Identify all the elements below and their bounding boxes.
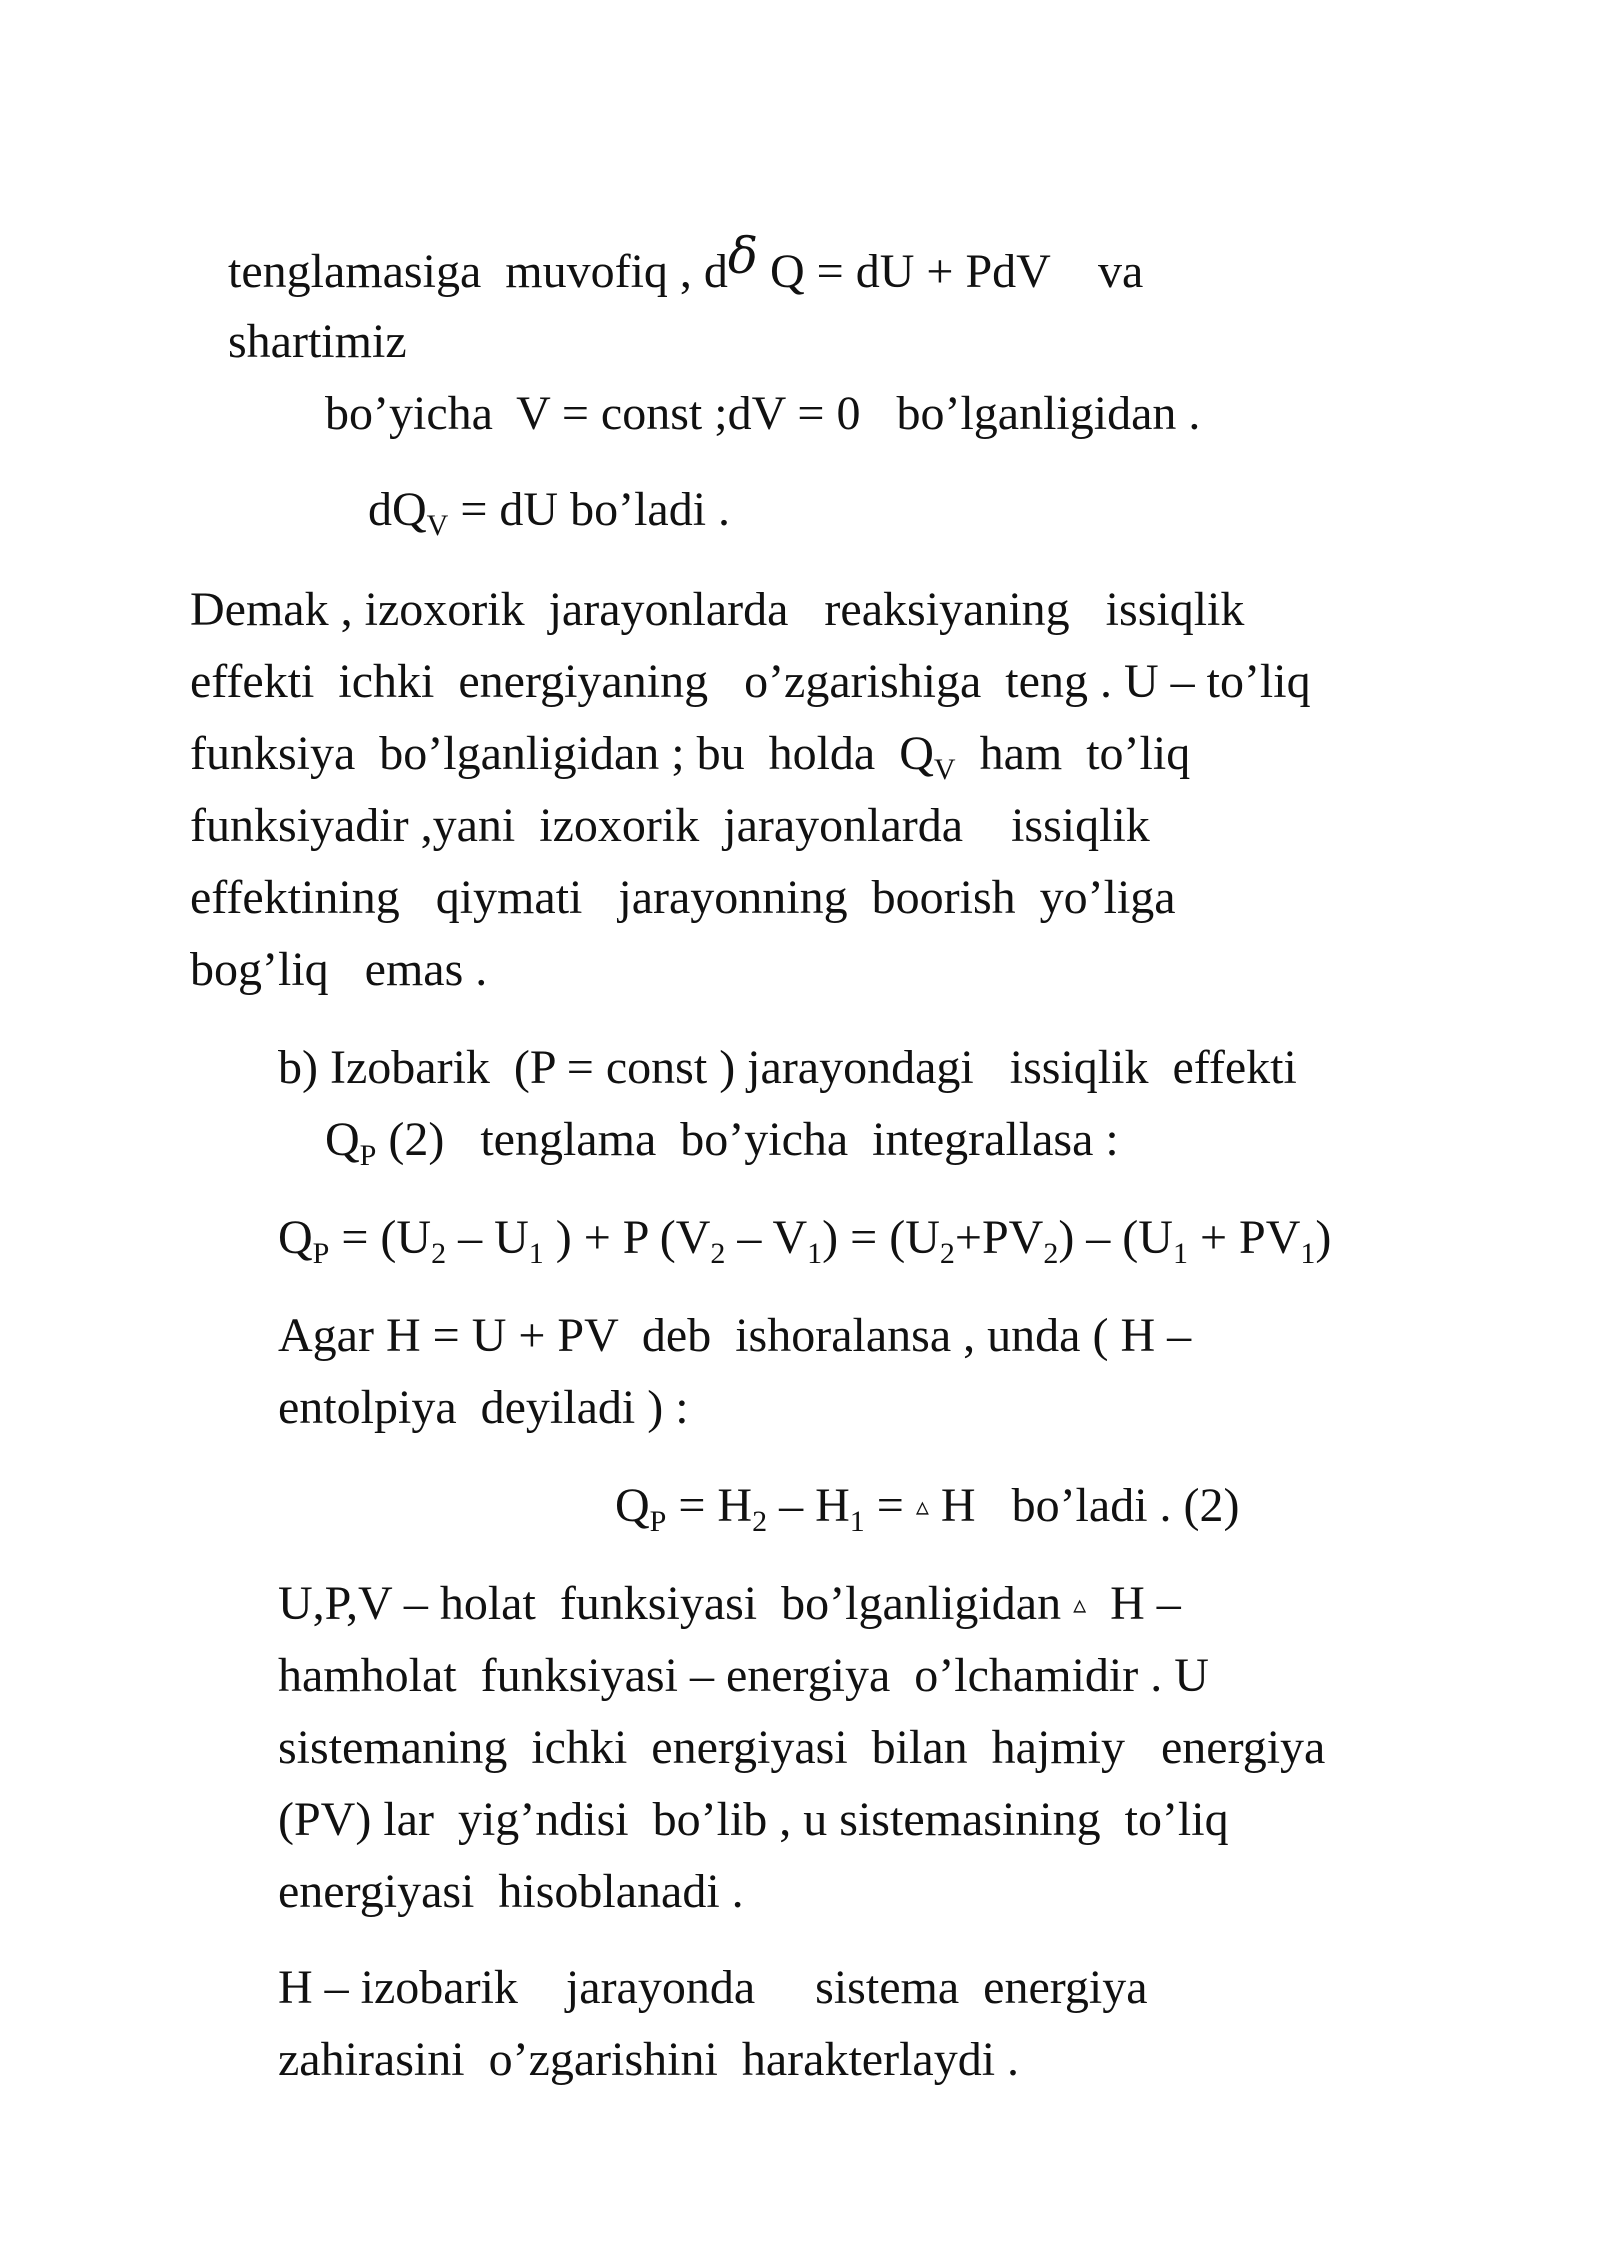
text-line: effekti ichki energiyaning o’zgarishiga teng . U – to’liq bbox=[190, 655, 1311, 708]
delta-symbol: δ bbox=[727, 227, 759, 285]
text-line: bo’yicha V = const ;dV = 0 bo’lganligidan . bbox=[325, 387, 1201, 440]
equation-line: $Q_P = H_2 - H_1$ = ▵ H bo’ladi . (2) bbox=[615, 1479, 1240, 1538]
text-line: effektining qiymati jarayonning boorish yo’liga bbox=[190, 871, 1176, 924]
text-line: zahirasini o’zgarishini harakterlaydi . bbox=[278, 2033, 1020, 2086]
text-line: U,P,V – holat funksiyasi bo’lganligidan ▵ H – bbox=[278, 1577, 1181, 1630]
equation-line: $dQ_V$ = dU bo’ladi . bbox=[368, 483, 731, 542]
equation-line: $Q_P = (U_2 - U_1$ ) + P $(V_2 - V_1) = (U_2+PV_2) - (U_1 + PV_1)$ bbox=[278, 1211, 1332, 1270]
text-line: Agar H = U + PV deb ishoralansa , unda ( H – bbox=[278, 1309, 1192, 1362]
text-line: Demak , izoxorik jarayonlarda reaksiyaning issiqlik bbox=[190, 583, 1245, 636]
text-line: b) Izobarik (P = const ) jarayondagi issiqlik effekti bbox=[278, 1041, 1297, 1094]
text-line: tenglamasiga muvofiq , dδ Q = dU + PdV va bbox=[228, 227, 1144, 298]
text-line: $Q_P$ (2) tenglama bo’yicha integrallasa : bbox=[325, 1113, 1119, 1172]
delta-triangle-icon: ▵ bbox=[915, 1492, 929, 1521]
text-line: bog’liq emas . bbox=[190, 943, 488, 996]
text-line: shartimiz bbox=[228, 315, 407, 368]
text-line: H – izobarik jarayonda sistema energiya bbox=[278, 1961, 1148, 2014]
text-line: hamholat funksiyasi – energiya o’lchamidir . U bbox=[278, 1649, 1209, 1702]
text-line: energiyasi hisoblanadi . bbox=[278, 1865, 744, 1918]
text-line: funksiyadir ,yani izoxorik jarayonlarda issiqlik bbox=[190, 799, 1150, 852]
text-line: funksiya bo’lganligidan ; bu holda $Q_V$ ham to’liq bbox=[190, 727, 1191, 786]
delta-triangle-icon: ▵ bbox=[1073, 1590, 1087, 1619]
text-line: (PV) lar yig’ndisi bo’lib , u sistemasining to’liq bbox=[278, 1793, 1229, 1846]
text-line: sistemaning ichki energiyasi bilan hajmiy energiya bbox=[278, 1721, 1326, 1774]
text-line: entolpiya deyiladi ) : bbox=[278, 1381, 689, 1434]
